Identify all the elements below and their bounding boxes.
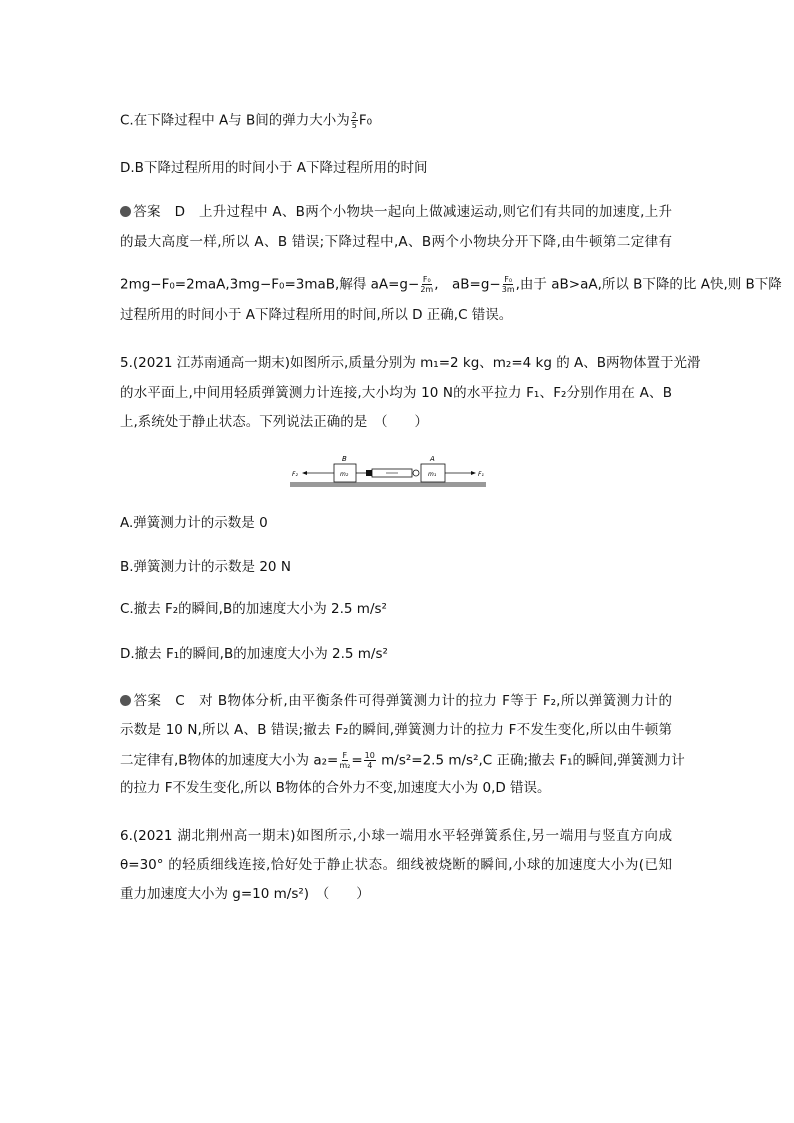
ground-hatch (290, 482, 486, 487)
answer-icon (120, 695, 131, 706)
text-line (120, 514, 672, 532)
fraction (339, 751, 350, 770)
answer-icon (120, 206, 131, 217)
text-segment: F₀ (358, 112, 373, 129)
text-segment: 答案 C 对 B物体分析,由平衡条件可得弹簧测力计的拉力 F等于 F₂,所以弹簧测力计的 (133, 693, 672, 709)
text-line (120, 600, 672, 618)
text-segment: 过程所用的时间小于 A下降过程所用的时间,所以 D 正确,C 错误。 (120, 307, 513, 323)
text-line (120, 203, 672, 221)
text-segment: 6.(2021 湖北荆州高一期末)如图所示,小球一端用水平轻弹簧系住,另一端用与竖直方向成 (120, 828, 672, 844)
text-segment: D.B下降过程所用的时间小于 A下降过程所用的时间 (120, 160, 428, 176)
text-line (120, 645, 672, 663)
text-line (120, 306, 672, 324)
text-segment: θ=30° 的轻质细线连接,恰好处于静止状态。细线被烧断的瞬间,小球的加速度大小为(已知 (120, 857, 672, 873)
text-segment: D.撤去 F₁的瞬间,B的加速度大小为 2.5 m/s² (120, 646, 388, 662)
text-line (120, 751, 685, 770)
text-segment: 重力加速度大小为 g=10 m/s²) （ ） (120, 886, 370, 902)
fraction (351, 111, 358, 130)
text-line (120, 159, 672, 177)
text-segment: 答案 D 上升过程中 A、B两个小物块一起向上做减速运动,则它们有共同的加速度,上升 (133, 204, 672, 220)
text-segment: 示数是 10 N,所以 A、B 错误;撤去 F₂的瞬间,弹簧测力计的拉力 F不发生变化,所以由牛顿第 (120, 722, 672, 738)
text-segment: C.在下降过程中 A与 B间的弹力大小为 (120, 112, 350, 129)
text-segment: = (351, 752, 363, 769)
fraction (502, 275, 515, 294)
text-segment: 5.(2021 江苏南通高一期末)如图所示,质量分别为 m₁=2 kg、m₂=4 kg 的 A、B两物体置于光滑 (120, 355, 701, 371)
text-segment: ,由于 aB>aA,所以 B下降的比 A快,则 B下降 (515, 276, 782, 293)
label-a: A (430, 455, 435, 463)
text-line (120, 233, 672, 251)
text-segment: 的水平面上,中间用轻质弹簧测力计连接,大小均为 10 N的水平拉力 F₁、F₂分别作用在 A、B (120, 385, 672, 401)
text-line (120, 779, 672, 797)
text-segment: 二定律有,B物体的加速度大小为 a₂= (120, 752, 339, 769)
text-line (120, 111, 672, 130)
fraction-denominator: 4 (367, 761, 373, 770)
fraction-numerator: F (342, 751, 348, 760)
text-line (120, 354, 701, 372)
text-segment: , aB=g− (434, 276, 501, 293)
text-line (120, 827, 672, 845)
mass-b: m₂ (340, 471, 349, 478)
force-left: F₂ (292, 471, 298, 478)
text-line (120, 721, 672, 739)
mass-a: m₁ (428, 471, 437, 478)
text-line (120, 384, 672, 402)
spring-scale (356, 469, 419, 477)
text-segment: 的最大高度一样,所以 A、B 错误;下降过程中,A、B两个小物块分开下降,由牛顿第二定律有 (120, 234, 672, 250)
text-line (120, 275, 782, 294)
fraction (364, 751, 376, 770)
text-segment: A.弹簧测力计的示数是 0 (120, 515, 268, 531)
fraction-denominator: m₂ (339, 761, 351, 770)
text-line (120, 558, 672, 576)
fraction-denominator: 5 (351, 121, 357, 130)
text-line (120, 413, 672, 431)
text-line (120, 856, 672, 874)
text-line (120, 885, 672, 903)
label-b: B (342, 455, 347, 463)
text-segment: B.弹簧测力计的示数是 20 N (120, 559, 291, 575)
fraction-denominator: 2m (420, 285, 434, 294)
fraction-numerator: 10 (364, 751, 375, 760)
text-segment: 的拉力 F不发生变化,所以 B物体的合外力不变,加速度大小为 0,D 错误。 (120, 780, 551, 796)
fraction-numerator: F₀ (504, 275, 513, 284)
fraction-numerator: F₀ (422, 275, 431, 284)
fraction-numerator: 2 (351, 111, 357, 120)
fraction (420, 275, 433, 294)
text-segment: 上,系统处于静止状态。下列说法正确的是 （ ） (120, 414, 429, 430)
fraction-denominator: 3m (501, 285, 515, 294)
spring-scale-figure (290, 452, 490, 492)
arrow-right-icon (445, 471, 476, 475)
force-right: F₁ (478, 471, 484, 478)
text-segment: 2mg−F₀=2maA,3mg−F₀=3maB,解得 aA=g− (120, 276, 420, 293)
text-segment: m/s²=2.5 m/s²,C 正确;撤去 F₁的瞬间,弹簧测力计 (376, 752, 685, 769)
text-line (120, 692, 672, 710)
arrow-left-icon (302, 471, 334, 475)
text-segment: C.撤去 F₂的瞬间,B的加速度大小为 2.5 m/s² (120, 601, 387, 617)
